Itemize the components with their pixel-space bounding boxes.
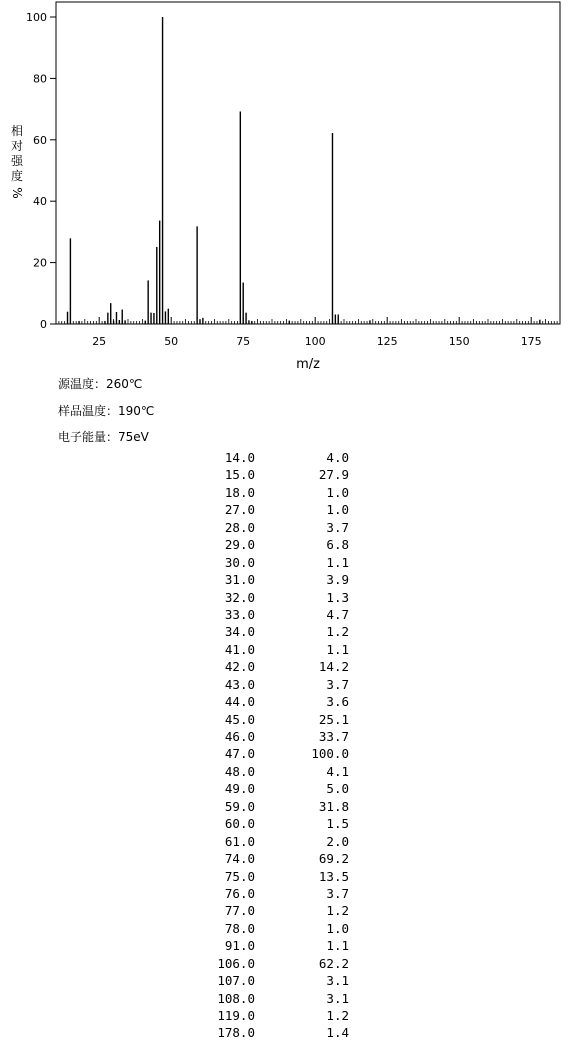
- table-row: [0, 955, 570, 972]
- intensity-value: 1.1: [326, 641, 349, 657]
- intensity-value: 25.1: [318, 711, 349, 727]
- spectrum-bars: [68, 17, 540, 324]
- electron-energy-value: 75eV: [118, 430, 149, 444]
- mz-value: 18.0: [224, 484, 255, 500]
- intensity-value: 33.7: [318, 729, 349, 744]
- sample-temperature-value: 190℃: [118, 404, 155, 418]
- table-row: [0, 641, 570, 658]
- y-tick-label: 0: [40, 318, 47, 331]
- intensity-value: 3.7: [326, 676, 349, 692]
- table-row: [0, 745, 570, 762]
- mz-value: 29.0: [224, 537, 255, 553]
- intensity-value: 5.0: [326, 781, 349, 797]
- table-row: [0, 885, 570, 902]
- mz-value: 91.0: [224, 938, 255, 954]
- mz-value: 47.0: [224, 746, 255, 762]
- table-row: [0, 466, 570, 483]
- mass-spectrum-chart: [0, 0, 570, 375]
- table-row: [0, 833, 570, 850]
- mz-value: 119.0: [217, 1008, 255, 1023]
- table-row: [0, 920, 570, 937]
- mz-value: 33.0: [224, 606, 255, 622]
- table-row: [0, 676, 570, 693]
- intensity-value: 1.3: [326, 589, 349, 605]
- intensity-value: 27.9: [318, 467, 349, 483]
- mz-value: 76.0: [224, 885, 255, 901]
- intensity-value: 1.0: [326, 920, 349, 936]
- mz-value: 15.0: [224, 467, 255, 483]
- plot-frame: [56, 2, 560, 324]
- intensity-value: 62.2: [318, 955, 349, 971]
- intensity-value: 3.1: [326, 973, 349, 989]
- intensity-value: 6.8: [326, 537, 349, 553]
- intensity-value: 1.2: [326, 624, 349, 640]
- intensity-value: 1.1: [326, 554, 349, 570]
- table-row: [0, 693, 570, 710]
- table-row: [0, 780, 570, 797]
- table-row: [0, 937, 570, 954]
- source-temperature: [58, 375, 142, 392]
- intensity-value: 3.1: [326, 990, 349, 1006]
- intensity-value: 3.7: [326, 885, 349, 901]
- table-row: [0, 990, 570, 1007]
- mz-value: 27.0: [224, 502, 255, 518]
- table-row: [0, 554, 570, 571]
- y-axis-title: [10, 123, 24, 199]
- y-title-char: 相: [10, 124, 24, 138]
- y-title-char: 度: [10, 169, 24, 183]
- table-row: [0, 798, 570, 815]
- sample-temperature-label: 样品温度：: [58, 404, 119, 418]
- table-row: [0, 815, 570, 832]
- table-row: [0, 1024, 570, 1041]
- mz-value: 32.0: [224, 589, 255, 605]
- mz-value: 61.0: [224, 833, 255, 849]
- table-row: [0, 623, 570, 640]
- intensity-value: 100.0: [311, 746, 349, 762]
- table-row: [0, 606, 570, 623]
- intensity-value: 2.0: [326, 833, 349, 849]
- mz-value: 60.0: [224, 816, 255, 832]
- mz-value: 44.0: [224, 694, 255, 710]
- mz-value: 34.0: [224, 624, 255, 640]
- table-row: [0, 484, 570, 501]
- x-tick-label: 50: [164, 335, 179, 348]
- sample-temperature: [58, 402, 154, 419]
- mz-value: 107.0: [217, 973, 255, 989]
- y-title-char: 对: [10, 139, 24, 153]
- mz-value: 78.0: [224, 920, 255, 936]
- table-row: [0, 536, 570, 553]
- intensity-value: 1.4: [326, 1025, 349, 1041]
- y-tick-label: 60: [33, 133, 47, 147]
- y-title-char: 强: [10, 154, 24, 168]
- table-row: [0, 1007, 570, 1024]
- mz-value: 42.0: [224, 659, 255, 675]
- mz-value: 77.0: [224, 903, 255, 919]
- electron-energy-label: 电子能量：: [58, 430, 119, 444]
- intensity-value: 4.1: [326, 763, 349, 779]
- mz-value: 14.0: [224, 450, 255, 465]
- intensity-value: 3.9: [326, 572, 349, 588]
- x-axis-title: m/z: [296, 357, 320, 372]
- table-row: [0, 763, 570, 780]
- intensity-value: 1.5: [326, 816, 349, 832]
- x-tick-label: 175: [520, 335, 542, 348]
- table-row: [0, 728, 570, 745]
- table-row: [0, 972, 570, 989]
- table-row: [0, 589, 570, 606]
- x-tick-label: 100: [304, 335, 326, 348]
- intensity-value: 4.7: [326, 606, 349, 622]
- y-axis-ticks: [26, 11, 56, 331]
- mz-value: 49.0: [224, 781, 255, 797]
- mz-value: 178.0: [217, 1025, 255, 1041]
- x-tick-label: 75: [236, 335, 251, 348]
- intensity-value: 4.0: [326, 450, 349, 465]
- y-tick-label: 20: [33, 256, 47, 270]
- intensity-value: 3.6: [326, 694, 349, 710]
- intensity-value: 13.5: [318, 868, 349, 884]
- table-row: [0, 902, 570, 919]
- minor-tick-marks: [56, 319, 560, 324]
- table-row: [0, 519, 570, 536]
- electron-energy: [58, 428, 149, 445]
- table-row: [0, 571, 570, 588]
- mz-value: 59.0: [224, 798, 255, 814]
- intensity-value: 31.8: [318, 798, 349, 814]
- intensity-value: 14.2: [318, 659, 349, 675]
- intensity-value: 1.0: [326, 484, 349, 500]
- y-tick-label: 80: [33, 72, 47, 86]
- mz-value: 46.0: [224, 729, 255, 744]
- source-temperature-label: 源温度：: [58, 377, 107, 391]
- x-tick-label: 150: [448, 335, 470, 348]
- intensity-value: 1.2: [326, 1008, 349, 1023]
- mz-value: 75.0: [224, 868, 255, 884]
- table-row: [0, 850, 570, 867]
- y-tick-label: 100: [26, 11, 47, 24]
- mz-value: 31.0: [224, 572, 255, 588]
- intensity-value: 1.2: [326, 903, 349, 919]
- table-row: [0, 658, 570, 675]
- intensity-value: 1.1: [326, 938, 349, 954]
- intensity-value: 69.2: [318, 851, 349, 867]
- intensity-value: 1.0: [326, 502, 349, 518]
- mz-value: 48.0: [224, 763, 255, 779]
- y-title-char: %: [10, 187, 24, 199]
- y-tick-label: 40: [33, 195, 47, 209]
- table-row: [0, 501, 570, 518]
- peak-table: [0, 449, 570, 1042]
- source-temperature-value: 260℃: [106, 377, 143, 391]
- table-row: [0, 711, 570, 728]
- x-tick-label: 25: [92, 335, 107, 348]
- mz-value: 28.0: [224, 519, 255, 535]
- mz-value: 108.0: [217, 990, 255, 1006]
- mz-value: 43.0: [224, 676, 255, 692]
- table-row: [0, 449, 570, 466]
- x-tick-label: 125: [376, 335, 398, 348]
- table-row: [0, 868, 570, 885]
- mz-value: 74.0: [224, 851, 255, 867]
- mz-value: 106.0: [217, 955, 255, 971]
- intensity-value: 3.7: [326, 519, 349, 535]
- mz-value: 41.0: [224, 641, 255, 657]
- mz-value: 30.0: [224, 554, 255, 570]
- mz-value: 45.0: [224, 711, 255, 727]
